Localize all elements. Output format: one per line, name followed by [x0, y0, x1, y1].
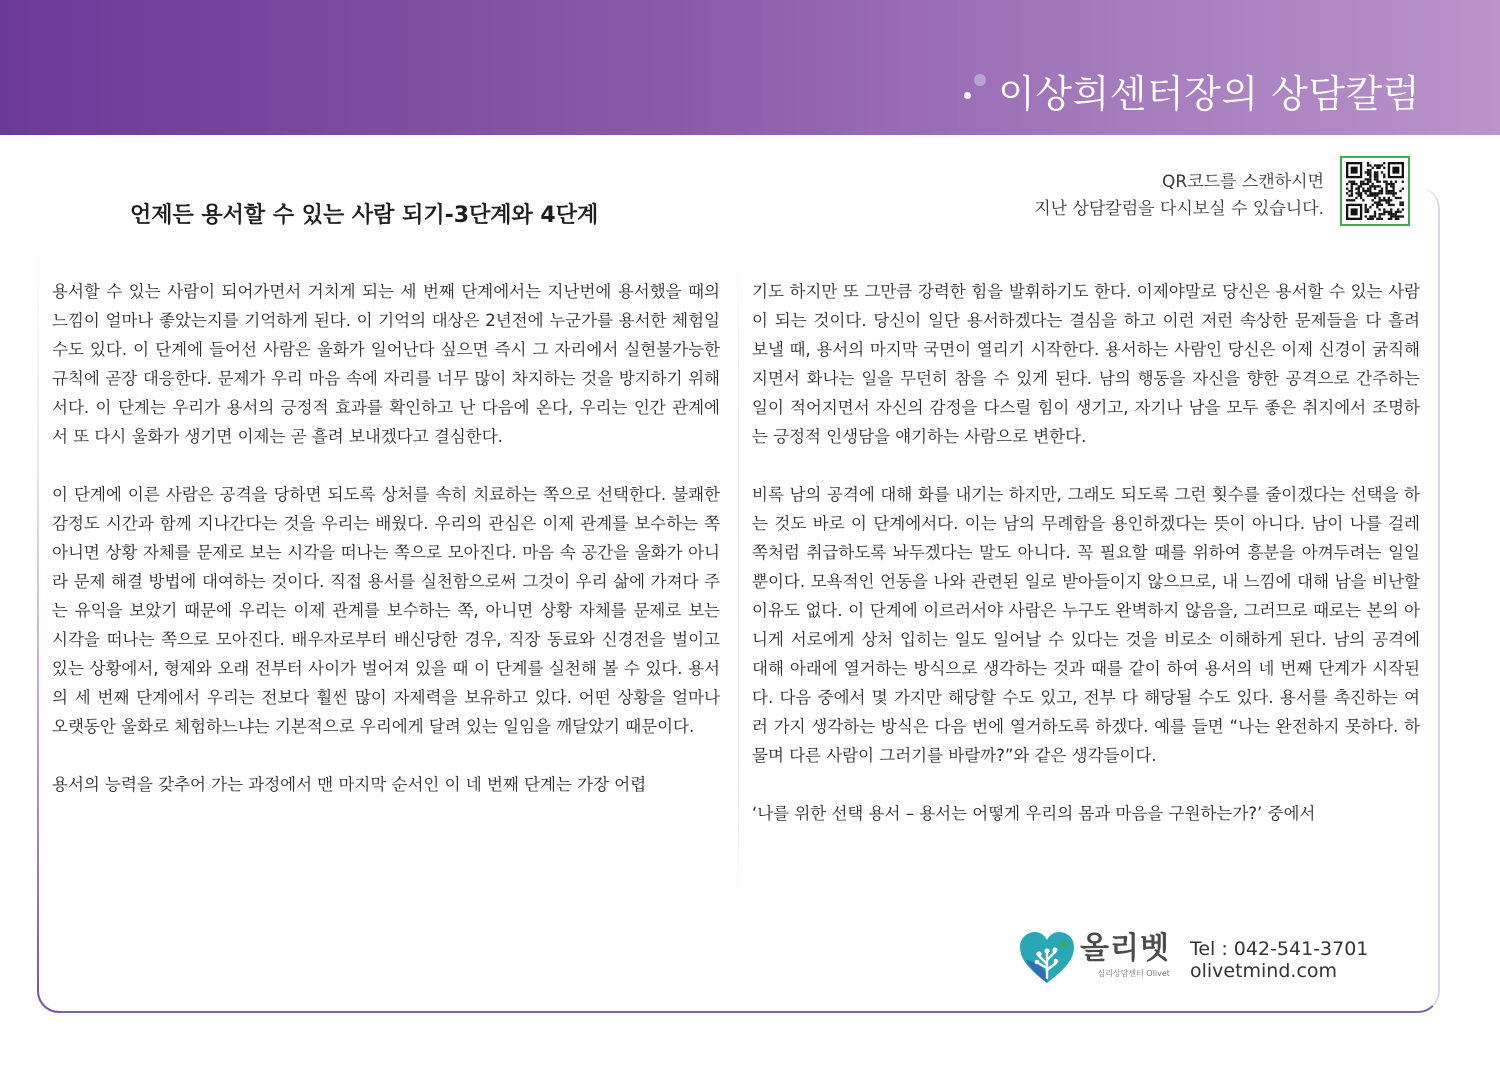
article-paragraph: 기도 하지만 또 그만큼 강력한 힘을 발휘하기도 한다. 이제야말로 당신은 용서할 수 있는 사람이 되는 것이다. 당신이 일단 용서하겠다는 결심을 하고 이런 저런 속상한 문제들을 다 흘려 보낼 때, 용서의 마지막 국면이 열리기 시작한다. 용서하는 사람인 당신은 이제 신경이 굵직해지면서 화나는 일을 무던히 참을 수 있게 된다. 남의 행동을 자신을 향한 공격으로 간주하는 일이 적어지면서 자신의 감정을 다스릴 힘이 생기고, 자기나 남을 모두 좋은 취지에서 조명하는 긍정적 인생담을 얘기하는 사람으로 변한다.	[752, 282, 1420, 446]
article-paragraph: 용서할 수 있는 사람이 되어가면서 거치게 되는 세 번째 단계에서는 지난번에 용서했을 때의 느낌이 얼마나 좋았는지를 기억하게 된다. 이 기억의 대상은 2년전에 누군가를 용서한 체험일 수도 있다. 이 단계에 들어선 사람은 울화가 일어난다 싶으면 즉시 그 자리에서 실현불가능한 규칙에 곧장 대응한다. 문제가 우리 마음 속에 자리를 너무 많이 차지하는 것을 방지하기 위해서다. 이 단계는 우리가 용서의 긍정적 효과를 확인하고 난 다음에 온다, 우리는 인간 관계에서 또 다시 울화가 생기면 이제는 곧 흘려 보내겠다고 결심한다.	[52, 282, 720, 446]
qr-caption-line2: 지난 상담칼럼을 다시보실 수 있습니다.	[1034, 199, 1324, 219]
contact-info	[1190, 930, 1368, 982]
article-source-citation: ‘나를 위한 선택 용서 – 용서는 어떻게 우리의 몸과 마음을 구원하는가?’ 중에서	[752, 804, 1316, 823]
bullet-dots-icon	[962, 70, 988, 110]
contact-website-link[interactable]: olivetmind.com	[1189, 960, 1338, 982]
content-frame-corner	[37, 990, 61, 1013]
logo-name: 올리벳	[1080, 931, 1170, 966]
article-paragraph: 이 단계에 이른 사람은 공격을 당하면 되도록 상처를 속히 치료하는 쪽으로 선택한다. 불쾌한 감정도 시간과 함께 지나간다는 것을 우리는 배웠다. 우리의 관심은 이제 관계를 보수하는 쪽 아니면 상황 자체를 문제로 보는 시각을 떠나는 쪽으로 모아진다. 마음 속 공간을 울화가 아니라 문제 해결 방법에 대여하는 것이다. 직접 용서를 실천함으로써 그것이 우리 삶에 가져다 주는 유익을 보았기 때문에 우리는 이제 관계를 보수하는 쪽, 아니면 상황 자체를 문제로 보는 시각을 떠나는 쪽으로 모아진다. 배우자로부터 배신당한 경우, 직장 동료와 신경전을 벌이고 있는 상황에서, 형제와 오래 전부터 사이가 벌어져 있을 때 이 단계를 실천해 볼 수 있다. 용서의 세 번째 단계에서 우리는 전보다 훨씬 많이 자제력을 보유하고 있다. 어떤 상황을 얼마나 오랫동안 울화로 체험하느냐는 기본적으로 우리에게 달려 있는 일임을 깨달았기 때문이다.	[52, 485, 720, 736]
article-column-left	[52, 277, 720, 799]
contact-phone: Tel : 042-541-3701	[1189, 938, 1369, 960]
column-divider	[738, 245, 739, 905]
page-header	[0, 0, 1500, 135]
column-series-title-text: 이상희센터장의 상담칼럼	[998, 71, 1420, 116]
logo-wordmark	[1080, 930, 1170, 980]
qr-caption	[1034, 169, 1324, 223]
article-paragraph: 비록 남의 공격에 대해 화를 내기는 하지만, 그래도 되도록 그런 횟수를 줄이겠다는 선택을 하는 것도 바로 이 단계에서다. 이는 남의 무례함을 용인하겠다는 뜻이 아니다. 남이 나를 걸레쪽처럼 취급하도록 놔두겠다는 말도 아니다. 꼭 필요할 때를 위하여 흥분을 아껴두려는 일일 뿐이다. 모욕적인 언동을 나와 관련된 일로 받아들이지 않으므로, 내 느낌에 대해 남을 비난할 이유도 없다. 이 단계에 이르러서야 사람은 누구도 완벽하지 않음을, 그러므로 때로는 본의 아니게 서로에게 상처 입히는 일도 일어날 수 있다는 것을 비로소 이해하게 된다. 남의 공격에 대해 아래에 열거하는 방식으로 생각하는 것과 때를 같이 하여 용서의 네 번째 단계가 시작된다. 다음 중에서 몇 가지만 해당할 수도 있고, 전부 다 해당될 수도 있다. 용서를 촉진하는 여러 가지 생각하는 방식은 다음 번에 열거하도록 하겠다. 예를 들면 “나는 완전하지 못하다. 하물며 다른 사람이 그러기를 바랄까?”와 같은 생각들이다.	[752, 485, 1420, 765]
qr-code-graphic	[1346, 162, 1404, 220]
article-title: 언제든 용서할 수 있는 사람 되기-3단계와 4단계	[130, 203, 599, 228]
qr-caption-line1: QR코드를 스캔하시면	[1162, 172, 1324, 192]
article-paragraph: 용서의 능력을 갖추어 가는 과정에서 맨 마지막 순서인 이 네 번째 단계는 가장 어렵	[52, 775, 647, 794]
column-series-title	[962, 62, 1420, 118]
content-frame-left-edge	[37, 245, 39, 991]
article-column-right	[752, 277, 1420, 828]
qr-code-icon[interactable]	[1340, 156, 1410, 226]
footer-brand	[1018, 930, 1368, 990]
heart-tree-logo-icon	[1018, 930, 1076, 986]
logo-subtitle: 심리상담센터 Olivet	[1097, 969, 1170, 978]
